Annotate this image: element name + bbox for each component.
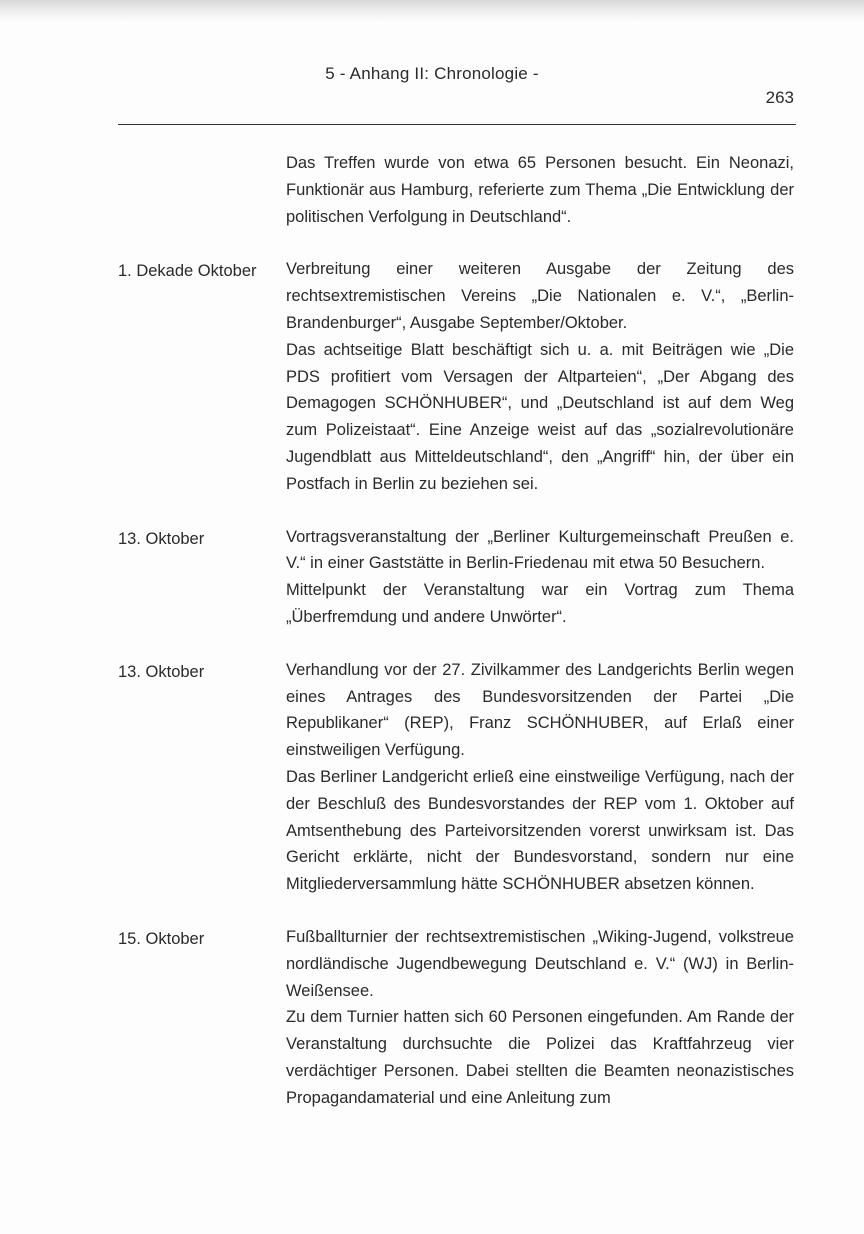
chronology-entry (118, 256, 796, 497)
chronology-entry (118, 924, 796, 1112)
entry-text (286, 256, 794, 497)
entry-text (286, 924, 794, 1112)
chronology-entry (118, 150, 796, 230)
entry-paragraph: Verbreitung einer weiteren Ausgabe der Zeitung des rechtsextremistischen Vereins „Die Nationalen e. V.“, „Berlin-Brandenburger“, Ausgabe September/Oktober. (286, 260, 794, 332)
entry-date: 13. Oktober (118, 662, 205, 681)
header-divider (118, 124, 796, 125)
entry-date: 1. Dekade Oktober (118, 262, 257, 281)
entry-paragraph: Verhandlung vor der 27. Zivilkammer des Landgerichts Berlin wegen eines Antrages des Bundesvorsitzenden der Partei „Die Republikaner“ (REP), Franz SCHÖNHUBER, auf Erlaß einer einstweiligen Verfügung. (286, 660, 794, 760)
entry-text (286, 657, 794, 898)
entry-text (286, 524, 794, 631)
chronology-entry (118, 657, 796, 898)
entry-text (286, 150, 794, 230)
entry-paragraph: Das Treffen wurde von etwa 65 Personen besucht. Ein Neonazi, Funktionär aus Hamburg, referierte zum Thema „Die Entwicklung der politischen Verfolgung in Deutschland“. (286, 154, 794, 226)
entry-date: 15. Oktober (118, 929, 205, 948)
entry-paragraph: Das achtseitige Blatt beschäftigt sich u. a. mit Beiträgen wie „Die PDS profitiert vom Versagen der Altparteien“, „Der Abgang des Demagogen SCHÖNHUBER“, und „Deutschland ist auf dem Weg zum Polizeistaat“. Eine Anzeige weist auf das „sozialrevolutionäre Jugendblatt aus Mitteldeutschland“, den „Angriff“ hin, der über ein Postfach in Berlin zu beziehen sei. (286, 340, 794, 493)
entry-paragraph: Fußballturnier der rechtsextremistischen „Wiking-Jugend, volkstreue nordländische Jugendbewegung Deutschland e. V.“ (WJ) in Berlin-Weißensee. (286, 927, 794, 1000)
chronology-entry (118, 524, 796, 631)
entry-paragraph: Vortragsveranstaltung der „Berliner Kulturgemeinschaft Preußen e. V.“ in einer Gaststätte in Berlin-Friedenau mit etwa 50 Besuchern. (286, 527, 794, 573)
entry-paragraph: Das Berliner Landgericht erließ eine einstweilige Verfügung, nach der der Beschluß des Bundesvorstandes der REP vom 1. Oktober auf Amtsenthebung des Parteivorsitzenden vorerst unwirksam ist. Das Gericht erklärte, nicht der Bundesvorstand, sondern nur eine Mitgliederversammlung hätte SCHÖNHUBER absetzen können. (286, 767, 794, 894)
page-number: 263 (765, 88, 794, 107)
chronology-list (118, 150, 796, 1138)
entry-date (118, 150, 286, 230)
entry-paragraph: Zu dem Turnier hatten sich 60 Personen eingefunden. Am Rande der Veranstaltung durchsuchte die Polizei das Kraftfahrzeug vier verdächtiger Personen. Dabei stellten die Beamten neonazistisches Propagandamaterial und eine Anleitung zum (286, 1008, 794, 1107)
entry-paragraph: Mittelpunkt der Veranstaltung war ein Vortrag zum Thema „Überfremdung und andere Unwörter“. (286, 581, 794, 626)
scan-shadow (0, 0, 864, 22)
running-header: 5 - Anhang II: Chronologie - (325, 64, 539, 83)
entry-date: 13. Oktober (118, 529, 205, 548)
